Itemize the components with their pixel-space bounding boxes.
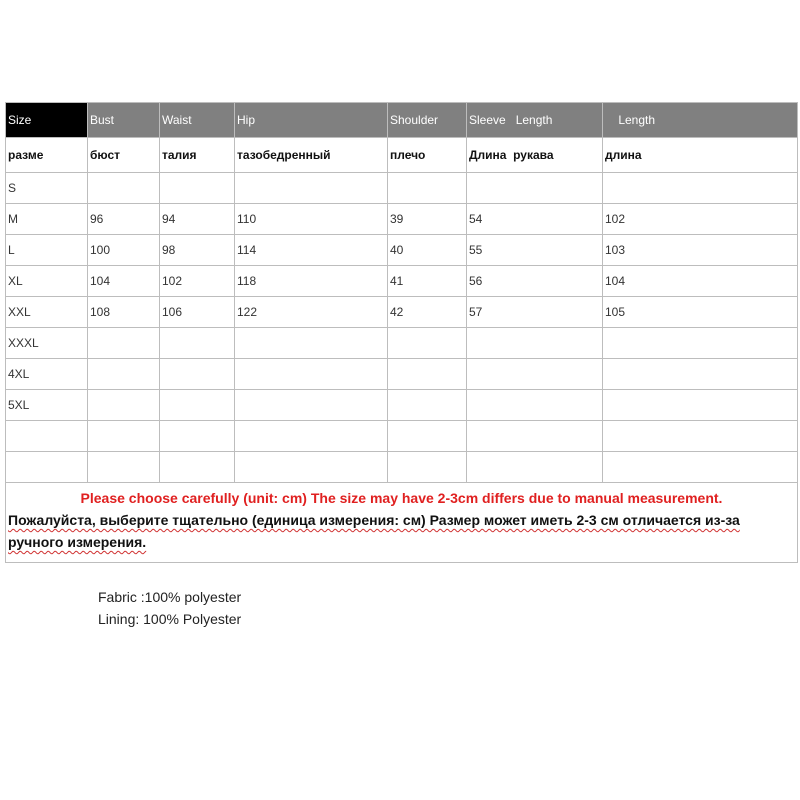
header-shoulder: Shoulder [388, 103, 467, 138]
cell-size: S [6, 173, 88, 204]
cell-length: 103 [603, 235, 798, 266]
lining-line: Lining: 100% Polyester [98, 611, 242, 627]
cell-hip: 118 [235, 266, 388, 297]
cell-hip: 110 [235, 204, 388, 235]
cell-sleeve-length: 55 [467, 235, 603, 266]
cell-length: 104 [603, 266, 798, 297]
header-row-ru [6, 138, 798, 173]
cell-shoulder [388, 328, 467, 359]
cell-bust: 100 [88, 235, 160, 266]
cell-hip [235, 359, 388, 390]
cell-bust [88, 173, 160, 204]
cell-hip [235, 452, 388, 483]
table-row [6, 173, 798, 204]
cell-hip [235, 421, 388, 452]
cell-shoulder: 42 [388, 297, 467, 328]
cell-sleeve-length: 57 [467, 297, 603, 328]
cell-length [603, 173, 798, 204]
measurement-note [6, 483, 798, 563]
cell-length [603, 359, 798, 390]
cell-bust [88, 359, 160, 390]
cell-waist [160, 390, 235, 421]
table-row [6, 390, 798, 421]
cell-sleeve-length [467, 452, 603, 483]
header-bust: Bust [88, 103, 160, 138]
cell-length [603, 328, 798, 359]
cell-sleeve-length [467, 173, 603, 204]
cell-shoulder: 40 [388, 235, 467, 266]
cell-sleeve-length [467, 421, 603, 452]
header-size: Size [6, 103, 88, 138]
cell-shoulder [388, 359, 467, 390]
cell-bust [88, 452, 160, 483]
cell-length [603, 452, 798, 483]
table-row [6, 204, 798, 235]
table-row [6, 421, 798, 452]
cell-waist [160, 328, 235, 359]
header-ru-waist: талия [160, 138, 235, 173]
header-ru-shoulder: плечо [388, 138, 467, 173]
note-russian: Пожалуйста, выберите тщательно (единица измерения: см) Размер может иметь 2-3 см отличается из-за ручного измерения. [8, 512, 740, 550]
cell-hip [235, 173, 388, 204]
cell-bust: 108 [88, 297, 160, 328]
cell-shoulder [388, 390, 467, 421]
table-row [6, 452, 798, 483]
table-row [6, 297, 798, 328]
cell-bust [88, 328, 160, 359]
header-ru-length: длина [603, 138, 798, 173]
cell-waist: 94 [160, 204, 235, 235]
table-row [6, 235, 798, 266]
cell-bust [88, 421, 160, 452]
cell-size: M [6, 204, 88, 235]
cell-size: L [6, 235, 88, 266]
header-ru-sleeve-length: Длина рукава [467, 138, 603, 173]
cell-bust: 96 [88, 204, 160, 235]
cell-shoulder [388, 173, 467, 204]
cell-waist: 106 [160, 297, 235, 328]
cell-size: XXL [6, 297, 88, 328]
cell-shoulder [388, 452, 467, 483]
cell-sleeve-length [467, 359, 603, 390]
note-english: Please choose carefully (unit: cm) The size may have 2-3cm differs due to manual measurement. [80, 490, 723, 506]
cell-hip: 122 [235, 297, 388, 328]
cell-length: 105 [603, 297, 798, 328]
cell-shoulder: 41 [388, 266, 467, 297]
cell-length: 102 [603, 204, 798, 235]
cell-size [6, 421, 88, 452]
cell-waist [160, 173, 235, 204]
table-row [6, 266, 798, 297]
cell-hip [235, 390, 388, 421]
cell-bust [88, 390, 160, 421]
cell-size: XL [6, 266, 88, 297]
cell-waist [160, 421, 235, 452]
cell-size [6, 452, 88, 483]
cell-shoulder: 39 [388, 204, 467, 235]
cell-length [603, 390, 798, 421]
cell-hip [235, 328, 388, 359]
fabric-info [98, 586, 241, 630]
header-row-en [6, 103, 798, 138]
cell-sleeve-length [467, 328, 603, 359]
header-ru-hip: тазобедренный [235, 138, 388, 173]
cell-bust: 104 [88, 266, 160, 297]
cell-size: 5XL [6, 390, 88, 421]
cell-shoulder [388, 421, 467, 452]
fabric-line: Fabric :100% polyester [98, 589, 242, 605]
table-row [6, 328, 798, 359]
cell-waist: 102 [160, 266, 235, 297]
cell-waist [160, 359, 235, 390]
header-sleeve-length: Sleeve Length [467, 103, 603, 138]
header-ru-bust: бюст [88, 138, 160, 173]
header-ru-size: разме [6, 138, 88, 173]
cell-length [603, 421, 798, 452]
cell-waist [160, 452, 235, 483]
table-row [6, 359, 798, 390]
header-waist: Waist [160, 103, 235, 138]
cell-sleeve-length [467, 390, 603, 421]
header-length: Length [603, 103, 798, 138]
cell-sleeve-length: 54 [467, 204, 603, 235]
size-chart-table [5, 102, 798, 563]
cell-size: 4XL [6, 359, 88, 390]
cell-waist: 98 [160, 235, 235, 266]
header-hip: Hip [235, 103, 388, 138]
note-row [6, 483, 798, 563]
cell-hip: 114 [235, 235, 388, 266]
cell-size: XXXL [6, 328, 88, 359]
cell-sleeve-length: 56 [467, 266, 603, 297]
